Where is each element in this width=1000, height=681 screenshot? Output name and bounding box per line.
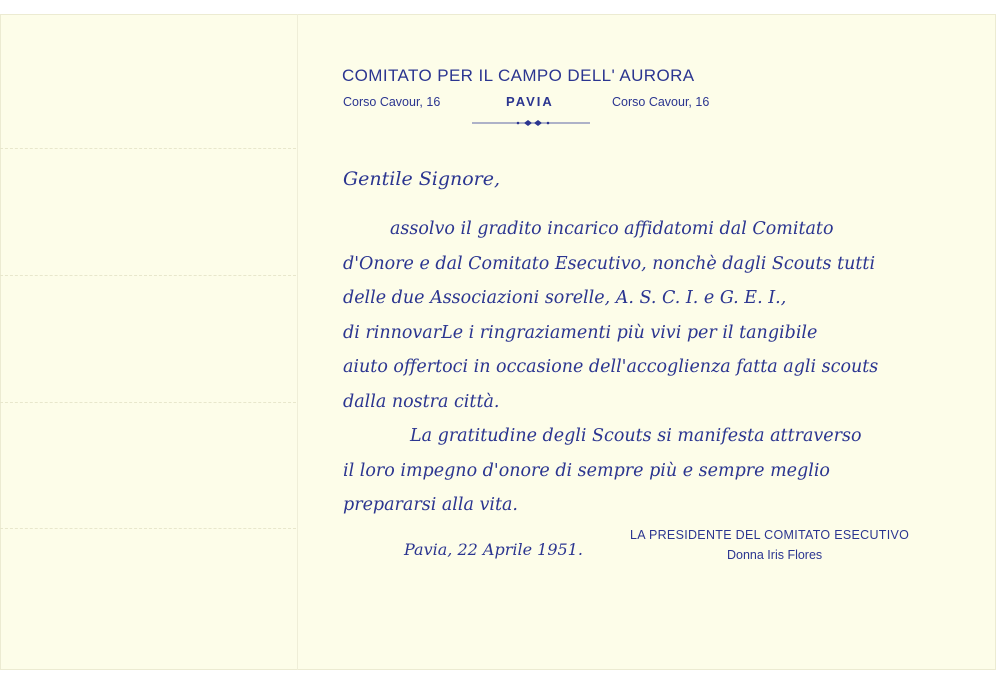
fold-line-vertical <box>297 14 298 670</box>
letterhead-city: PAVIA <box>506 94 554 109</box>
fold-line <box>0 148 296 149</box>
fold-line <box>0 402 296 403</box>
body-line: dalla nostra città. <box>343 392 500 412</box>
signer-role: LA PRESIDENTE DEL COMITATO ESECUTIVO <box>630 528 910 542</box>
letterhead-address-right: Corso Cavour, 16 <box>612 95 710 109</box>
body-line: di rinnovarLe i ringraziamenti più vivi per il tangibile <box>343 323 818 343</box>
body-line: aiuto offertoci in occasione dell'accoglienza fatta agli scouts <box>343 357 879 377</box>
ornament-divider-icon <box>472 118 592 128</box>
body-line: d'Onore e dal Comitato Esecutivo, nonchè dagli Scouts tutti <box>343 254 876 274</box>
letterhead-address-left: Corso Cavour, 16 <box>343 95 441 109</box>
fold-line <box>0 275 296 276</box>
fold-line <box>0 528 296 529</box>
signer-name: Donna Iris Flores <box>727 548 823 562</box>
body-line: La gratitudine degli Scouts si manifesta attraverso <box>410 426 862 446</box>
salutation: Gentile Signore, <box>343 168 501 190</box>
body-line: il loro impegno d'onore di sempre più e sempre meglio <box>343 461 830 481</box>
body-line: prepararsi alla vita. <box>343 495 518 515</box>
body-line: delle due Associazioni sorelle, A. S. C. I. e G. E. I., <box>343 288 787 308</box>
letterhead-title: COMITATO PER IL CAMPO DELL' AURORA <box>342 66 695 85</box>
letter-date: Pavia, 22 Aprile 1951. <box>404 540 583 559</box>
body-line: assolvo il gradito incarico affidatomi dal Comitato <box>390 219 834 239</box>
